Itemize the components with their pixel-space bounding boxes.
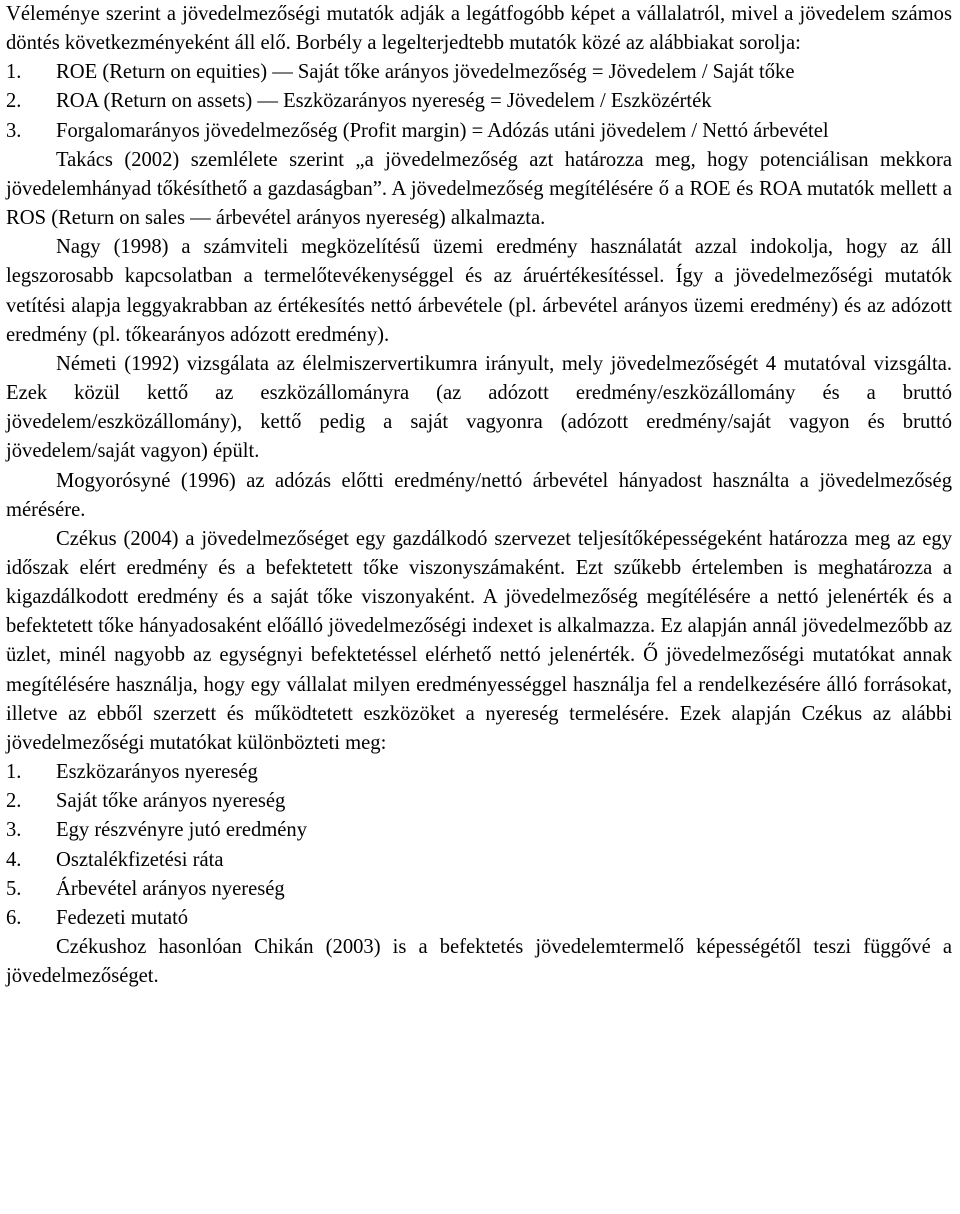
list-item-text: ROA (Return on assets) ― Eszközarányos nyereség = Jövedelem / Eszközérték — [56, 90, 712, 113]
list-item-number: 1. — [6, 761, 22, 784]
list-item — [6, 875, 952, 904]
list-item-number: 6. — [6, 906, 22, 929]
list-item — [6, 87, 952, 116]
list-item-text: Saját tőke arányos nyereség — [56, 790, 286, 813]
takacs-paragraph: Takács (2002) szemlélete szerint „a jövedelmezőség azt határozza meg, hogy potenciálisan mekkora jövedelemhányad tőkésíthető a gazdaságban”. A jövedelmezőség megítélésére ő a ROE és ROA mutatók mellett a ROS (Return on sales ― árbevétel arányos nyereség) alkalmazta. — [6, 148, 952, 230]
czekus-paragraph: Czékus (2004) a jövedelmezőséget egy gazdálkodó szervezet teljesítőképességeként határozza meg az egy időszak elért eredmény és a befektetett tőke viszonyszámaként. Ezt szűkebb értelemben is meghatározza a kigazdálkodott eredmény és a saját tőke viszonyaként. A jövedelmezőség megítélésére a nettó jelenérték és a befektetett tőke hányadosaként előálló jövedelmezőségi indexet is alkalmazza. Ez alapján annál jövedelmezőbb az üzlet, minél nagyobb az egységnyi befektetéssel elérhető nettó jelenérték. Ő jövedelmezőségi mutatókat annak megítélésére használja, hogy egy vállalat milyen eredményességgel használja fel a rendelkezésére álló forrásokat, illetve az ebből szerzett és működtetett eszközöket a nyereség termelésére. Ezek alapján Czékus az alábbi jövedelmezőségi mutatókat különbözteti meg: — [6, 527, 952, 754]
list-item — [6, 58, 952, 87]
list-item-number: 2. — [6, 90, 22, 113]
list-item-number: 3. — [6, 819, 22, 842]
list-item — [6, 787, 952, 816]
list-item-text: Egy részvényre jutó eredmény — [56, 819, 308, 842]
list-item-text: Forgalomarányos jövedelmezőség (Profit margin) = Adózás utáni jövedelem / Nettó árbevétel — [56, 119, 829, 142]
czekus-indicator-list — [6, 758, 952, 933]
mogyorosyne-paragraph: Mogyorósyné (1996) az adózás előtti eredmény/nettó árbevétel hányadost használta a jövedelmezőség mérésére. — [6, 469, 952, 521]
list-item-number: 1. — [6, 61, 22, 84]
list-item — [6, 904, 952, 933]
chikan-paragraph: Czékushoz hasonlóan Chikán (2003) is a befektetés jövedelemtermelő képességétől teszi függővé a jövedelmezőséget. — [6, 936, 952, 988]
nemeti-paragraph: Németi (1992) vizsgálata az élelmiszervertikumra irányult, mely jövedelmezőségét 4 mutatóval vizsgálta. Ezek közül kettő az eszközállományra (az adózott eredmény/eszközállomány és a bruttó jövedelem/eszközállomány), kettő pedig a saját vagyonra (adózott eredmény/saját vagyon és bruttó jövedelem/saját vagyon) épült. — [6, 352, 952, 463]
list-item-number: 3. — [6, 119, 22, 142]
borbely-indicator-list — [6, 58, 952, 145]
list-item-number: 4. — [6, 848, 22, 871]
list-item — [6, 758, 952, 787]
list-item — [6, 117, 952, 146]
list-item-text: ROE (Return on equities) ― Saját tőke arányos jövedelmezőség = Jövedelem / Saját tőke — [56, 61, 795, 84]
list-item-number: 2. — [6, 790, 22, 813]
nagy-paragraph: Nagy (1998) a számviteli megközelítésű üzemi eredmény használatát azzal indokolja, hogy az áll legszorosabb kapcsolatban a termelőtevékenységgel és az áruértékesítéssel. Így a jövedelmezőségi mutatók vetítési alapja leggyakrabban az értékesítés nettó árbevétele (pl. árbevétel arányos üzemi eredmény) és az adózott eredmény (pl. tőkearányos adózott eredmény). — [6, 236, 952, 346]
list-item-text: Fedezeti mutató — [56, 906, 189, 929]
list-item-text: Osztalékfizetési ráta — [56, 848, 224, 871]
list-item-text: Árbevétel arányos nyereség — [56, 877, 285, 900]
list-item — [6, 816, 952, 845]
list-item-text: Eszközarányos nyereség — [56, 761, 258, 784]
list-item-number: 5. — [6, 877, 22, 900]
list-item — [6, 846, 952, 875]
intro-paragraph: Véleménye szerint a jövedelmezőségi mutatók adják a legátfogóbb képet a vállalatról, mivel a jövedelem számos döntés következményeként áll elő. Borbély a legelterjedtebb mutatók közé az alábbiakat sorolja: — [6, 3, 952, 55]
